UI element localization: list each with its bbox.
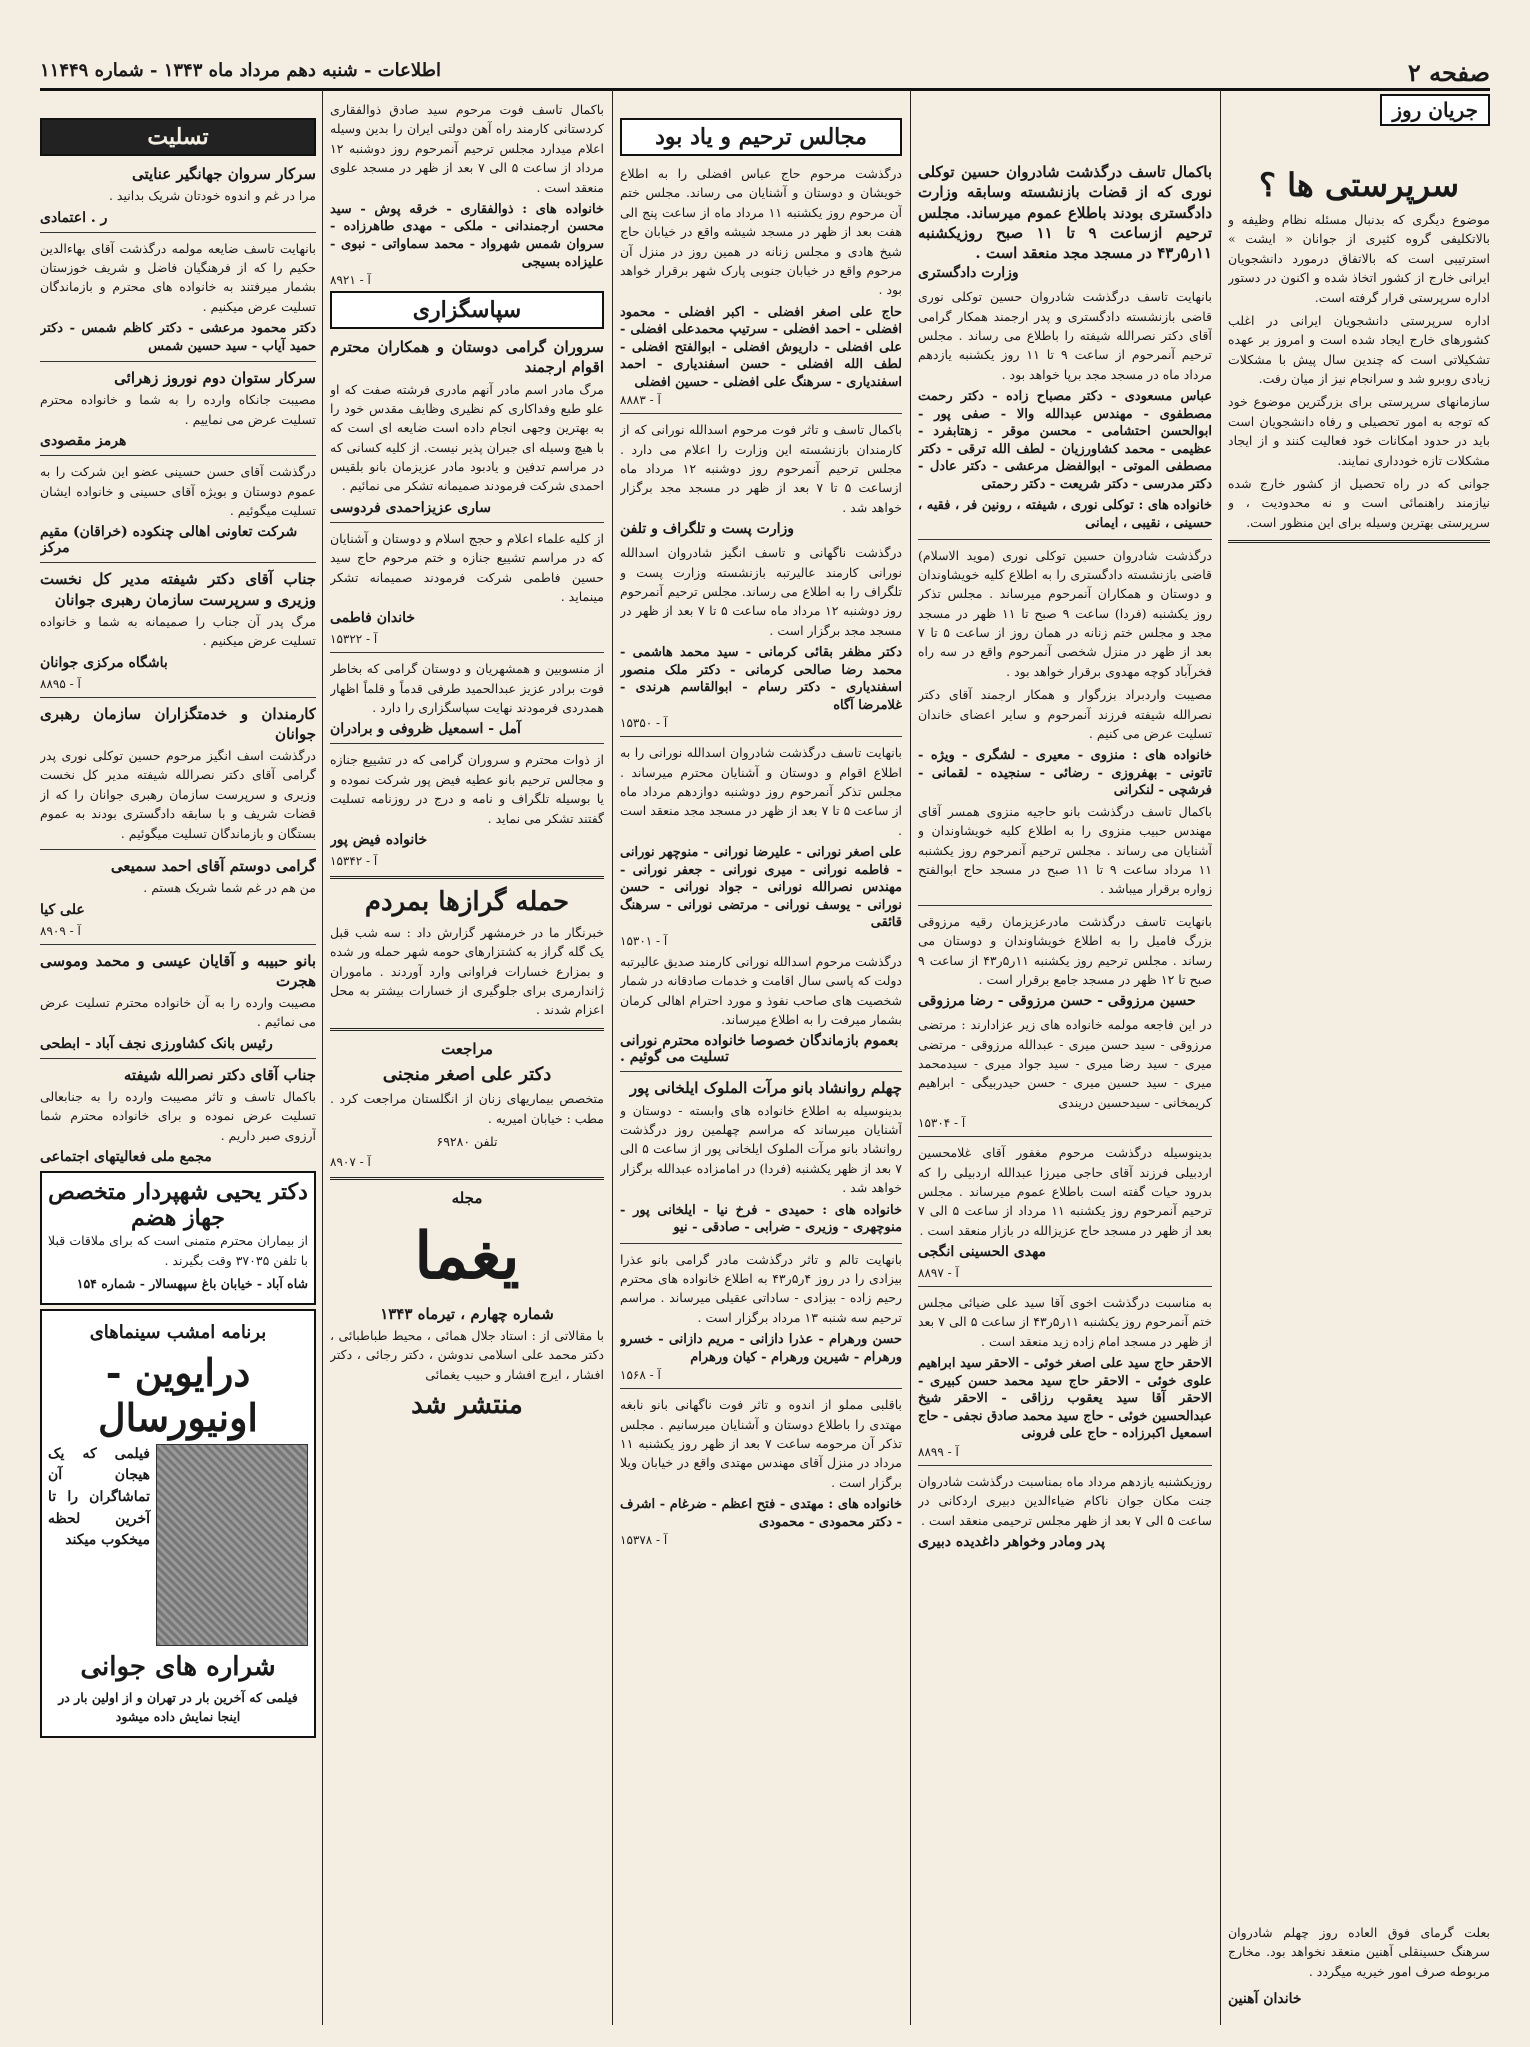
ad-code: آ - ۸۹۰۹	[40, 923, 81, 938]
magazine-text: با مقالاتی از : استاد جلال همائی ، محیط طباطبائی ، دکتر محمد علی اسلامی ندوشن ، دکتر رجائی ، دکتر افشار ، ایرج افشار و حبیب یغمائی	[330, 1327, 604, 1382]
obituary-text: بانهایت تالم و تاثر درگذشت مادر گرامی بانو عذرا بیزادی را در روز ۴ر۵ر۴۳ به اطلاع خانواده های محترم رحیم زاده - بیزادی - ساداتی عقیلی میرساند . مراسم ترحیم سه شنبه ۱۳ مرداد برگزار است .	[620, 1251, 902, 1325]
mourning-notice-bottom-signature: خاندان آهنین	[1228, 1991, 1302, 2007]
mourning-notice-bottom: بعلت گرمای فوق العاده روز چهلم شادروان سرهنگ حسینقلی آهنین منعقد نخواهد بود. مخارج مربوطه صرف امور خیریه میگردد .	[1228, 1924, 1490, 1979]
condolence-signature: هرمز مقصودی	[40, 433, 127, 450]
ad-code: آ - ۸۸۸۳	[620, 393, 661, 408]
thanks-signature: آمل - اسمعیل ظروفی و برادران	[330, 721, 521, 738]
obituary-text: روزیکشنبه یازدهم مرداد ماه بمناسبت درگذشت شادروان جنت مکان جوان ناکام ضیاءالدین دبیری اردکانی در ساعت ۵ الی ۷ بعد از ظهر مجلس ترحیمی منعقد است .	[918, 1473, 1212, 1528]
ad-code: آ - ۱۵۳۴۲	[330, 853, 378, 868]
obituary-text: درگذشت مرحوم حاج عباس افضلی را به اطلاع خویشان و دوستان و آشنایان می رساند. مجلس ختم آن مرحوم روز یکشنبه ۱۱ مرداد ماه از ساعت پنج الی هفت بعد از ظهر در مسجد شیشه واقع در خیابان حاج شیخ هادی و مجلس زنانه در همین روز در منزل آن مرحوم واقع در خیابان جنوبی پارک شهر برقرار خواهد بود .	[620, 166, 902, 298]
ad-code: آ - ۱۵۳۲۲	[330, 632, 378, 647]
obituary-families: خانواده های : منزوی - معیری - لشگری - ویژه - تاتونی - بهفروزی - رضائی - سنجیده - لقمانی - فرشچی - لنکرانی	[918, 748, 1212, 799]
obituary-text: درگذشت مرحوم اسدالله نورانی کارمند صدیق عالیرتبه دولت که پاسی سال اقامت و خدمات صادقانه در شمار شخصیت های صاحب نفوذ و مورد احترام اهالی کرمان بشمار میرفت را به اطلاع میرساند.	[620, 953, 902, 1028]
editorial-paragraph: سازمانهای سرپرستی برای بزرگترین موضوع خود که توجه به امور تحصیلی و رفاه دانشجویان است باید در حدود امکانات خود فعالیت کنند و از ایجاد مشکلات تازه خودداری نمایند.	[1228, 394, 1490, 468]
thanks-text: مرگ مادر اسم مادر آنهم مادری فرشته صفت که او علو طبع وفداکاری کم نظیری وظایف مقدس خود را به بهترین وجهی انجام داده است ضایعه ای است که با هیچ وسیله ای جبران پذیر نیست. از کلیه کسانی که در مراسم تدفین و یادبود مادر عزیزمان بانو بلقیس احمدی شرکت فرمودند صمیمانه تشکر می نمائیم .	[330, 381, 604, 494]
magazine-title: یغما	[414, 1218, 520, 1294]
condolence-text: درگذشت اسف انگیز مرحوم حسین توکلی نوری پدر گرامی آقای دکتر نصرالله شیفته مدیر کل نخست وزیری و سرپرست سازمان رهبری جوانان را که از قضات شریف و با سابقه دادگستری بودند به عموم بستگان و بازماندگان تسلیت میگوئیم .	[40, 748, 316, 841]
condolence-text: مرا در غم و اندوه خودتان شریک بدانید .	[108, 188, 316, 204]
obituary-text: بانهایت تاسف درگذشت شادروان اسدالله نورانی را به اطلاع اقوام و دوستان و آشنایان محترم میرساند . مجلس تذکر آنمرحوم روز دوشنبه دوازدهم مرداد ماه از ساعت ۵ تا ۷ بعد از ظهر در مسجد مجد منعقد است .	[620, 745, 902, 838]
section-title: تسلیت	[40, 118, 316, 156]
obituary-text: درگذشت شادروان حسین توکلی نوری (موید الاسلام) قاضی بازنشسته دادگستری را به اطلاع کلیه خویشاوندان و دوستان و همکاران آنمرحوم میرساند . مجلس تذکر روز یکشنبه (فردا) ساعت ۹ صبح تا ۱۱ ظهر در مسجد مجد و مجلس ختم زنانه در همان روز از ساعت ۵ تا ۷ بعد از ظهر در منزل شخصی آنمرحوم واقع در سه راه فخرآباد کوچه مهدوی برقرار خواهد بود .	[918, 547, 1212, 679]
cinema-ad-tagline: فیلمی که یک هیجان آن تماشاگران را تا آخرین لحظه میخکوب میکند	[48, 1445, 150, 1549]
condolence-text: درگذشت آقای حسن حسینی عضو این شرکت را به عموم دوستان و بویژه آقای حسینی و خانواده ایشان تسلیت میگوئیم .	[40, 464, 316, 518]
condolence-text: من هم در غم شما شریک هستم .	[143, 880, 316, 896]
cinema-ad-footer: فیلمی که آخرین بار در تهران و از اولین بار در اینجا نمایش داده میشود	[58, 1689, 298, 1725]
issue-line: اطلاعات - شنبه دهم مرداد ماه ۱۳۴۳ - شماره ۱۱۴۴۹	[40, 60, 441, 81]
cinema-ad-photo	[156, 1444, 308, 1646]
obituary-text: بانهایت تاسف درگذشت شادروان حسین توکلی نوری قاضی بازنشسته دادگستری و پدر ارجمند همکار گرامی آقای دکتر نصرالله شیفته را باطلاع می رساند . مجلس ترحیم آنمرحوم از ساعت ۹ تا ۱۱ روز یکشنبه یازدهم مرداد ماه در مسجد مجد برپا خواهد بود .	[918, 289, 1212, 382]
condolence-names: دکتر محمود مرعشی - دکتر کاظم شمس - دکتر حمید آیاب - سید حسین شمس	[40, 321, 316, 354]
page-label: صفحه ۲	[1407, 58, 1490, 87]
editorial-paragraph: جوانی که در راه تحصیل از کشور خارج شده نیازمند راهنمائی است و نه محدودیت ، و سرپرستی بهترین وسیله برای این منظور است.	[1228, 475, 1490, 530]
condolence-signature: علی کیا	[40, 901, 85, 918]
condolence-signature: مجمع ملی فعالیتهای اجتماعی	[40, 1149, 212, 1166]
condolence-signature: باشگاه مرکزی جوانان	[40, 654, 168, 671]
obituary-text: در این فاجعه مولمه خانواده های زیر عزادارند : مرتضی مرزوقی - سید حسن میری - عبدالله مرزوقی - مرتضی میری - سید رضا میری - سید جواد میری - سیدمحمد میری - سید حسین میری - حسن حیدربیگی - ابراهیم کریمخانی - سیدحسین دریندی	[918, 1017, 1212, 1110]
obituary-signature: حسین مرزوقی - حسن مرزوقی - رضا مرزوقی	[918, 993, 1196, 1010]
condolence-headline: بانو حبیبه و آقایان عیسی و محمد وموسی هجرت	[40, 951, 316, 990]
condolence-signature: ر . اعتمادی	[40, 209, 108, 226]
editorial-headline: سرپرستی ها ؟	[1258, 166, 1460, 204]
doctor-ad	[40, 1171, 316, 1305]
obituary-text: درگذشت ناگهانی و تاسف انگیز شادروان اسدالله نورانی کارمند عالیرتبه بازنشسته وزارت پست و تلگراف را به اطلاع می رساند. مجلس ترحیم آنمرحوم روز دوشنبه ۱۲ مرداد ماه ساعت ۵ تا ۷ بعد از ظهر در مسجد مجد برگزار است .	[620, 545, 902, 638]
ad-code: آ - ۸۸۹۹	[918, 1444, 959, 1459]
magazine-label: مجله	[451, 1189, 483, 1208]
doctor-ad-text: از بیماران محترم متمنی است که برای ملاقات قبلا با تلفن ۳۷۰۳۵ وقت بگیرند .	[48, 1233, 308, 1268]
magazine-footer: منتشر شد	[411, 1390, 523, 1421]
ad-code: آ - ۱۵۳۰۴	[918, 1116, 966, 1131]
ad-code: آ - ۸۹۰۷	[330, 1155, 371, 1170]
obituary-signature: وزارت دادگستری	[918, 265, 1019, 282]
editorial-paragraph: اداره سرپرستی دانشجویان ایرانی در اغلب کشورهای خارج ایجاد شده است و امروز بر عهده تشکیلاتی است که چندین سال پیش با مشکلات زیادی روبرو شد و سرانجام نیز از میان رفت.	[1228, 312, 1490, 386]
obituary-text: بانهایت تاسف درگذشت مادرعزیزمان رقیه مرزوقی بزرگ فامیل را به اطلاع خویشاوندان و دوستان می رساند . مجلس ترحیم روز یکشنبه ۱۱ر۵ر۴۳ از ساعت ۹ صبح تا ۱۲ ظهر در مسجد جامع برقرار است .	[918, 913, 1212, 987]
cinema-ad-label: برنامه امشب سینماهای	[89, 1322, 267, 1344]
condolence-headline: سرکار ستوان دوم نوروز زهرائی	[114, 369, 316, 388]
obituary-names: الاحقر حاج سید علی اصغر خوئی - الاحقر سید ابراهیم علوی خوئی - الاحقر حاج سید محمد حسن کبیری - الاحقر آقا سید یعقوب رزاقی - الاحقر شیخ عبدالحسین خوئی - حاج سید محمد صادق نجفی - حاج اسمعیل اکبرزاده - حاج علی فرونی	[918, 1356, 1212, 1442]
obituary-text: باقلبی مملو از اندوه و تاثر فوت ناگهانی بانو نابغه مهتدی را باطلاع دوستان و آشنایان میرسانیم . مجلس تذکر آن مرحومه ساعت ۷ بعد از ظهر روز یکشنبه ۱۱ مرداد در منزل آقای مهندس مهتدی واقع در خیابان ویلا برگزار است .	[620, 1397, 902, 1490]
obituary-headline: باکمال تاسف درگذشت شادروان حسین توکلی نوری که از قضات بازنشسته وسابقه وزارت دادگستری بودند باطلاع عموم میرساند. مجلس ترحیم ازساعت ۹ تا ۱۱ صبح روزیکشنبه ۱۱ر۵ر۴۳ در مسجد مجد منعقد است .	[918, 163, 1212, 262]
doctor-ad-label: مراجعت	[441, 1039, 493, 1058]
cinema-ad-title: درایوین - اونیورسال	[98, 1349, 258, 1440]
thanks-signature: ساری عزیزاحمدی فردوسی	[330, 499, 491, 516]
obituary-text: بدینوسیله درگذشت مرحوم مغفور آقای غلامحسین اردبیلی فرزند آقای حاجی میرزا عبدالله اردبیلی را که بدرود حیات گفته است باطلاع عموم میرساند . مجلس ترحیم آنمرحوم روز یکشنبه ۱۱ مرداد از ساعت ۵ الی ۷ بعد از ظهر در مسجد حاج عزیزالله در بازار منعقد است .	[918, 1145, 1212, 1238]
column-thanks	[330, 90, 604, 2025]
ad-code: آ - ۱۵۶۸	[620, 1368, 661, 1383]
obituary-families: خانواده های : توکلی نوری ، شیفته ، رونین فر ، فقیه ، حسینی ، نقیبی ، ایمانی	[918, 498, 1212, 531]
thanks-text: از منسوبین و همشهریان و دوستان گرامی که بخاطر فوت برادر عزیز عبدالحمید طرفی قدماً و قلماً اظهار همدردی فرمودند نهایت سپاسگزاری را دارد .	[330, 661, 604, 716]
condolence-headline: سرکار سروان جهانگیر عنایتی	[131, 165, 316, 183]
condolence-text: مصیبت جانکاه وارده را به شما و خانواده محترم تسلیت عرض می نماییم .	[40, 392, 316, 427]
obituary-text: مصیبت واردبراد بزرگوار و همکار ارجمند آقای دکتر نصرالله شیفته فرزند آنمرحوم و سایر اعضای خاندان تسلیت عرض می کنیم .	[918, 687, 1212, 741]
obituary-names: علی اصغر نورانی - علیرضا نورانی - منوچهر نورانی - فاطمه نورانی - میری نورانی - جعفر نورانی - مهندس نصرالله نورانی - جواد نورانی - حسن نورانی - یوسف نورانی - مرتضی نورانی - سرهنگ قائقی	[620, 845, 902, 931]
column-editorial	[1228, 90, 1490, 2025]
condolence-headline: گرامی دوستم آقای احمد سمیعی	[110, 856, 316, 875]
doctor-ad-name: دکتر علی اصغر منجنی	[382, 1064, 552, 1086]
doctor-ad-address: شاه آباد - خیابان باغ سپهسالار - شماره ۱۵۴	[76, 1275, 308, 1291]
cinema-ad	[40, 1309, 316, 1738]
obituary-text: باکمال تاسف و تاثر فوت مرحوم اسدالله نورانی که از کارمندان بازنشسته این وزارت را اعلام می دارد . مجلس ترحیم آنمرحوم روز دوشنبه ۱۲ مرداد ماه ازساعت ۵ تا ۷ بعد از ظهر در مسجد مجد برگزار خواهد شد .	[620, 422, 902, 515]
obituary-names: حسن ورهرام - عذرا دازانی - مریم دازانی - خسرو ورهرام - شیرین ورهرام - کیان ورهرام	[620, 1332, 902, 1365]
cinema-ad-film-title: شراره های جوانی	[80, 1651, 276, 1682]
editorial-paragraph: موضوع دیگری که بدنبال مسئله نظام وظیفه و بالاتکلیفی گروه کثیری از جوانان « ایشت » استرتیبی است که بالاتفاق درمورد دانشجویان ایرانی خارج از کشور اتخاذ شده و اکنون در دستور اداره سرپرستی قرار گرفته است.	[1228, 212, 1490, 305]
obituary-text: باکمال تاسف فوت مرحوم سید صادق ذوالفقاری کردستانی کارمند راه آهن دولتی ایران را بدین وسیله اعلام میدارد مجلس ترحیم آنمرحوم روز دوشنبه ۱۲ مرداد از ساعت ۵ الی ۷ بعد از ظهر در مسجد علوی منعقد است .	[330, 102, 604, 195]
ad-code: آ - ۱۵۳۷۸	[620, 1533, 668, 1548]
thanks-text: از کلیه علماء اعلام و حجج اسلام و دوستان و آشنایان که در مراسم تشییع جنازه و ختم مرحوم حاج سید حسین فاطمی شرکت فرمودند صمیمانه تشکر مینماید .	[330, 530, 604, 604]
obituary-names: عباس مسعودی - دکتر مصباح زاده - دکتر رحمت مصطفوی - مهندس عبدالله والا - صفی پور - ابوالحسن احتشامی - محسن موقر - زهتابفرد - عظیمی - محمد کشاورزیان - لطف الله ترقی - دکتر مصطفی الموتی - ابوالفضل مرعشی - دکتر عادل - دکتر مدرسی - دکتر شریعت - دکتر رحمتی	[918, 389, 1212, 492]
obituary-families: خانواده های : مهتدی - فتح اعظم - ضرغام - اشرف - دکتر محمودی - محمودی	[620, 1497, 902, 1530]
obituary-text: بدینوسیله به اطلاع خانواده های وابسته - دوستان و آشنایان میرساند که مراسم چهلمین روز درگذشت روانشاد بانو مرآت الملوک ایلخانی پور از ساعت ۵ الی ۷ بعد از ظهر یکشنبه (فردا) در امامزاده عبدالله برگزار خواهد شد .	[620, 1102, 902, 1196]
column-condolences	[40, 90, 316, 2025]
column-obituaries-b	[620, 90, 902, 2025]
obituary-names: حاج علی اصغر افضلی - اکبر افضلی - محمود افضلی - احمد افضلی - سرتیپ محمدعلی افضلی - علی افضلی - داریوش افضلی - ابوالفتح افضلی - لطف الله افضلی - حسن اسفندیاری - احمد اسفندیاری - سرهنگ علی افضلی - حسین افضلی	[620, 304, 902, 390]
condolence-headline: جناب آقای دکتر نصرالله شیفته	[123, 1065, 316, 1084]
obituary-names: دکتر مظفر بقائی کرمانی - سید محمد هاشمی - محمد رضا صالحی کرمانی - دکتر ملک منصور اسفندیاری - دکتر رسام - ابوالقاسم هرندی - غلامرضا آگاه	[620, 645, 902, 713]
news-headline: حمله گرازها بمردم	[364, 886, 570, 917]
condolence-signature: شرکت تعاونی اهالی چنکوده (خراقان) مقیم مرکز	[40, 524, 298, 557]
ad-code: آ - ۸۸۹۵	[40, 676, 81, 691]
thanks-text: از ذوات محترم و سروران گرامی که در تشییع جنازه و مجالس ترحیم بانو عطیه فیض پور شرکت نموده و یا بوسیله تلگراف و نامه و درج در روزنامه تسلیت گفتند تشکر می نماید .	[330, 752, 604, 826]
magazine-issue: شماره چهارم ، تیرماه ۱۳۴۳	[380, 1304, 554, 1323]
obituary-signature: پدر ومادر وخواهر داغدیده دبیری	[918, 1534, 1106, 1550]
doctor-ad-phone: تلفن ۶۹۲۸۰	[436, 1134, 498, 1150]
ad-code: آ - ۱۵۳۰۱	[620, 933, 668, 948]
ad-code: آ - ۱۵۳۵۰	[620, 716, 668, 731]
doctor-ad-text: متخصص بیماریهای زنان از انگلستان مراجعت کرد . مطب : خیابان امیریه .	[330, 1091, 604, 1126]
condolence-signature: رئیس بانک کشاورزی نجف آباد - ابطحی	[40, 1035, 273, 1052]
condolence-text: مرگ پدر آن جناب را صمیمانه به شما و خانواده تسلیت عرض میکنیم .	[40, 613, 316, 649]
section-title: مجالس ترحیم و یاد بود	[620, 118, 902, 156]
column-obituaries-a	[918, 90, 1212, 2025]
condolence-headline: کارمندان و خدمتگزاران سازمان رهبری جوانان	[40, 704, 316, 743]
thanks-headline: سروران گرامی دوستان و همکاران محترم اقوام ارجمند	[330, 338, 604, 377]
thanks-signature: خاندان فاطمی	[330, 610, 416, 627]
obituary-signature: مهدی الحسینی انگجی	[918, 1244, 1047, 1261]
thanks-signature: خانواده فیض پور	[330, 831, 428, 848]
obituary-families: خانواده های : حمیدی - فرخ نیا - ایلخانی پور - منوچهری - وزیری - ضرابی - صادقی - نیو	[620, 1202, 902, 1236]
section-title: سپاسگزاری	[330, 291, 604, 329]
condolence-headline: جناب آقای دکتر شیفته مدیر کل نخست وزیری و سرپرست سازمان رهبری جوانان	[40, 570, 316, 609]
obituary-text: باکمال تاسف درگذشت بانو حاجیه منزوی همسر آقای مهندس حبیب منزوی را به اطلاع کلیه خویشاوندان و آشنایان می رساند . مجلس ترحیم آنمرحوم روز یکشنبه ۱۱ مرداد ساعت ۹ تا ۱۱ صبح در مسجد حاج ابوالفتح زواره برقرار میباشد .	[918, 803, 1212, 897]
condolence-text: مصیبت وارده را به آن خانواده محترم تسلیت عرض می نمائیم .	[40, 995, 316, 1030]
obituary-signature: بعموم بازماندگان خصوصا خانواده محترم نورانی تسلیت می گوئیم .	[620, 1033, 899, 1066]
obituary-signature: وزارت پست و تلگراف و تلفن	[620, 521, 795, 538]
masthead	[40, 52, 1490, 91]
ad-code: آ - ۸۹۲۱	[330, 273, 371, 288]
obituary-headline: چهلم روانشاد بانو مرآت الملوک ایلخانی پور	[629, 1079, 902, 1098]
column-label: جریان روز	[1380, 94, 1490, 126]
obituary-families: خانواده های : ذوالفقاری - خرقه پوش - سید محسن ارجمندانی - ملکی - مهدی طاهرزاده - سروان شمس شهرواد - محمد سماواتی - نبوی - علیزاده بسیجی	[330, 201, 604, 270]
doctor-ad-headline: دکتر یحیی شهپردار متخصص جهاز هضم	[48, 1179, 308, 1232]
ad-code: آ - ۸۸۹۷	[918, 1266, 959, 1281]
news-text: خبرنگار ما در خرمشهر گزارش داد : سه شب قبل یک گله گراز به کشتزارهای حومه شهر حمله ور شده و بمزارع خسارات فراوانی وارد آوردند . ماموران ژاندارمری برای جلوگیری از خسارات بیشتر به محل اعزام شدند .	[330, 924, 604, 1018]
condolence-text: باکمال تاسف و تاثر مصیبت وارده را به جنابعالی تسلیت عرض نموده و برای خانواده محترم شما آرزوی صبر داریم .	[40, 1089, 316, 1143]
condolence-text: بانهایت تاسف ضایعه مولمه درگذشت آقای بهاءالدین حکیم را که از فرهنگیان فاضل و شریف خوزستان بشمار میرفتند به خانواده های محترم و بازماندگان تسلیت عرض میکنیم .	[40, 240, 316, 314]
obituary-text: به مناسبت درگذشت اخوی آقا سید علی ضیائی مجلس ختم آنمرحوم روز یکشنبه ۱۱ر۵ر۴۳ از ساعت ۵ الی ۷ بعد از ظهر در مسجد امام زاده زید منعقد است .	[918, 1295, 1212, 1349]
